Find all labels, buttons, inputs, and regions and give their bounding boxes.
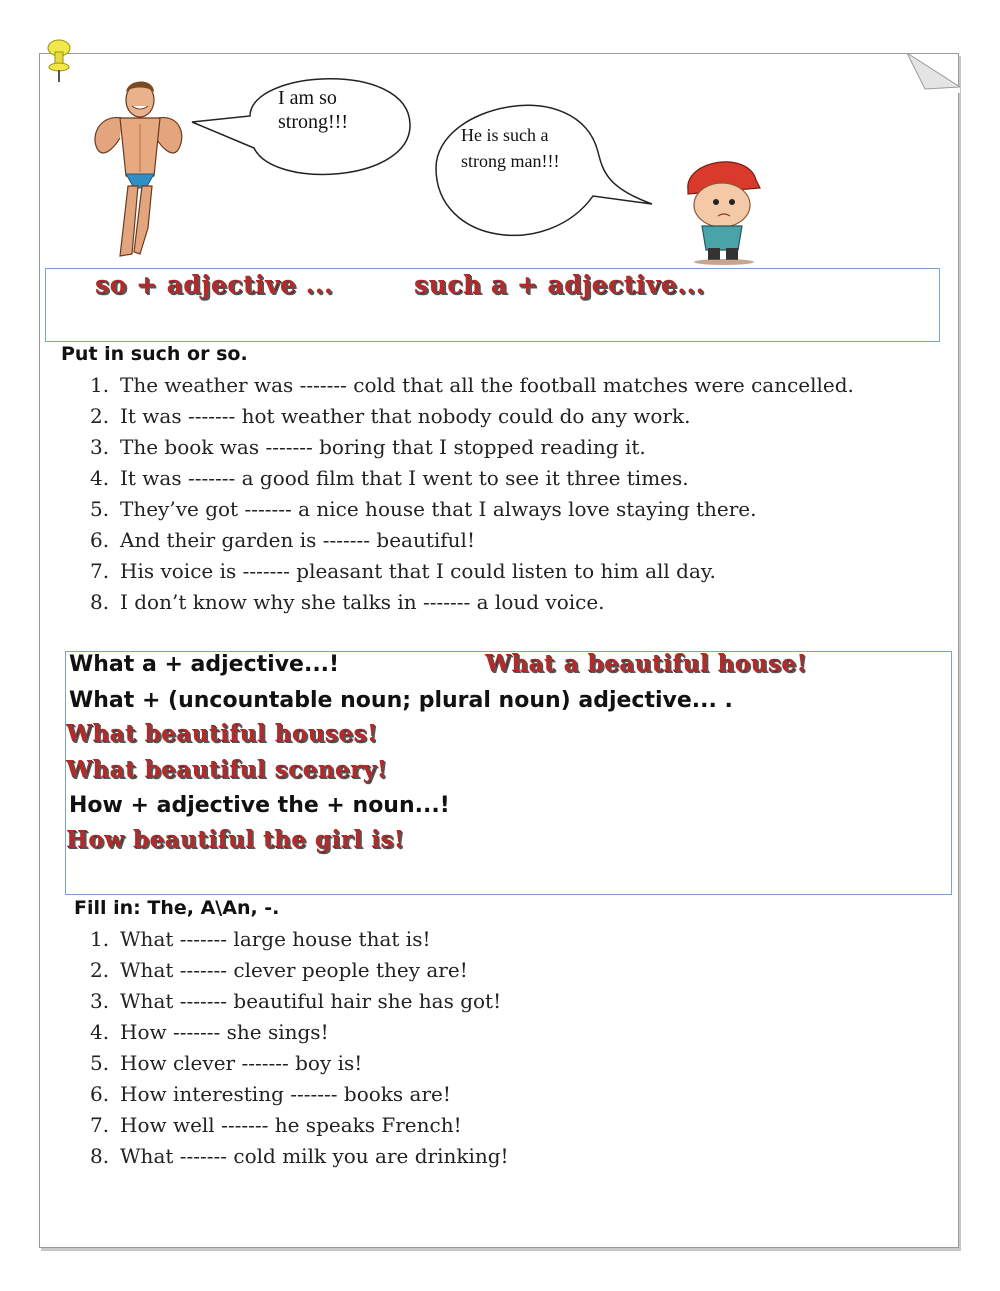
example-what-beautiful-houses: What beautiful houses! (66, 720, 378, 747)
list-item: 4. How ------- she sings! (90, 1020, 329, 1044)
list-item: 7. How well ------- he speaks French! (90, 1113, 462, 1137)
example-how-beautiful-girl: How beautiful the girl is! (66, 826, 405, 853)
list-item: 4. It was ------- a good film that I went to see it three times. (90, 466, 689, 490)
list-item: 3. The book was ------- boring that I stopped reading it. (90, 435, 646, 459)
list-item: 2. What ------- clever people they are! (90, 958, 468, 982)
list-item: 7. His voice is ------- pleasant that I could listen to him all day. (90, 559, 716, 583)
page-curl-icon (905, 53, 960, 93)
list-item: 8. What ------- cold milk you are drinking! (90, 1144, 509, 1168)
pushpin-icon (44, 38, 74, 84)
list-item: 1. The weather was ------- cold that all the football matches were cancelled. (90, 373, 854, 397)
exercise2-list (90, 924, 509, 1172)
list-item: 3. What ------- beautiful hair she has got! (90, 989, 502, 1013)
boy-icon (678, 150, 764, 265)
exercise1-heading: Put in such or so. (61, 343, 248, 365)
example-what-beautiful-scenery: What beautiful scenery! (66, 756, 388, 783)
list-item: 6. How interesting ------- books are! (90, 1082, 451, 1106)
bubble-text-man: I am so strong!!! (278, 87, 348, 133)
rule-such-adjective: such a + adjective... (414, 270, 705, 299)
example-what-a-beautiful-house: What a beautiful house! (485, 650, 808, 677)
list-item: 2. It was ------- hot weather that nobody could do any work. (90, 404, 691, 428)
rule-so-adjective: so + adjective ... (95, 270, 334, 299)
exercise2-heading: Fill in: The, A\An, -. (74, 897, 280, 919)
list-item: 8. I don’t know why she talks in ------- a loud voice. (90, 590, 605, 614)
rule-how-adjective: How + adjective the + noun...! (69, 793, 450, 818)
list-item: 5. How clever ------- boy is! (90, 1051, 363, 1075)
bubble-text-boy: He is such a strong man!!! (461, 125, 560, 171)
rule-what-plural-noun: What + (uncountable noun; plural noun) adjective... . (69, 688, 733, 713)
list-item: 1. What ------- large house that is! (90, 927, 431, 951)
rule-what-a-adjective: What a + adjective...! (69, 652, 340, 677)
exercise1-list (90, 370, 854, 618)
strong-man-icon (88, 78, 188, 263)
list-item: 6. And their garden is ------- beautiful! (90, 528, 475, 552)
list-item: 5. They’ve got ------- a nice house that I always love staying there. (90, 497, 757, 521)
